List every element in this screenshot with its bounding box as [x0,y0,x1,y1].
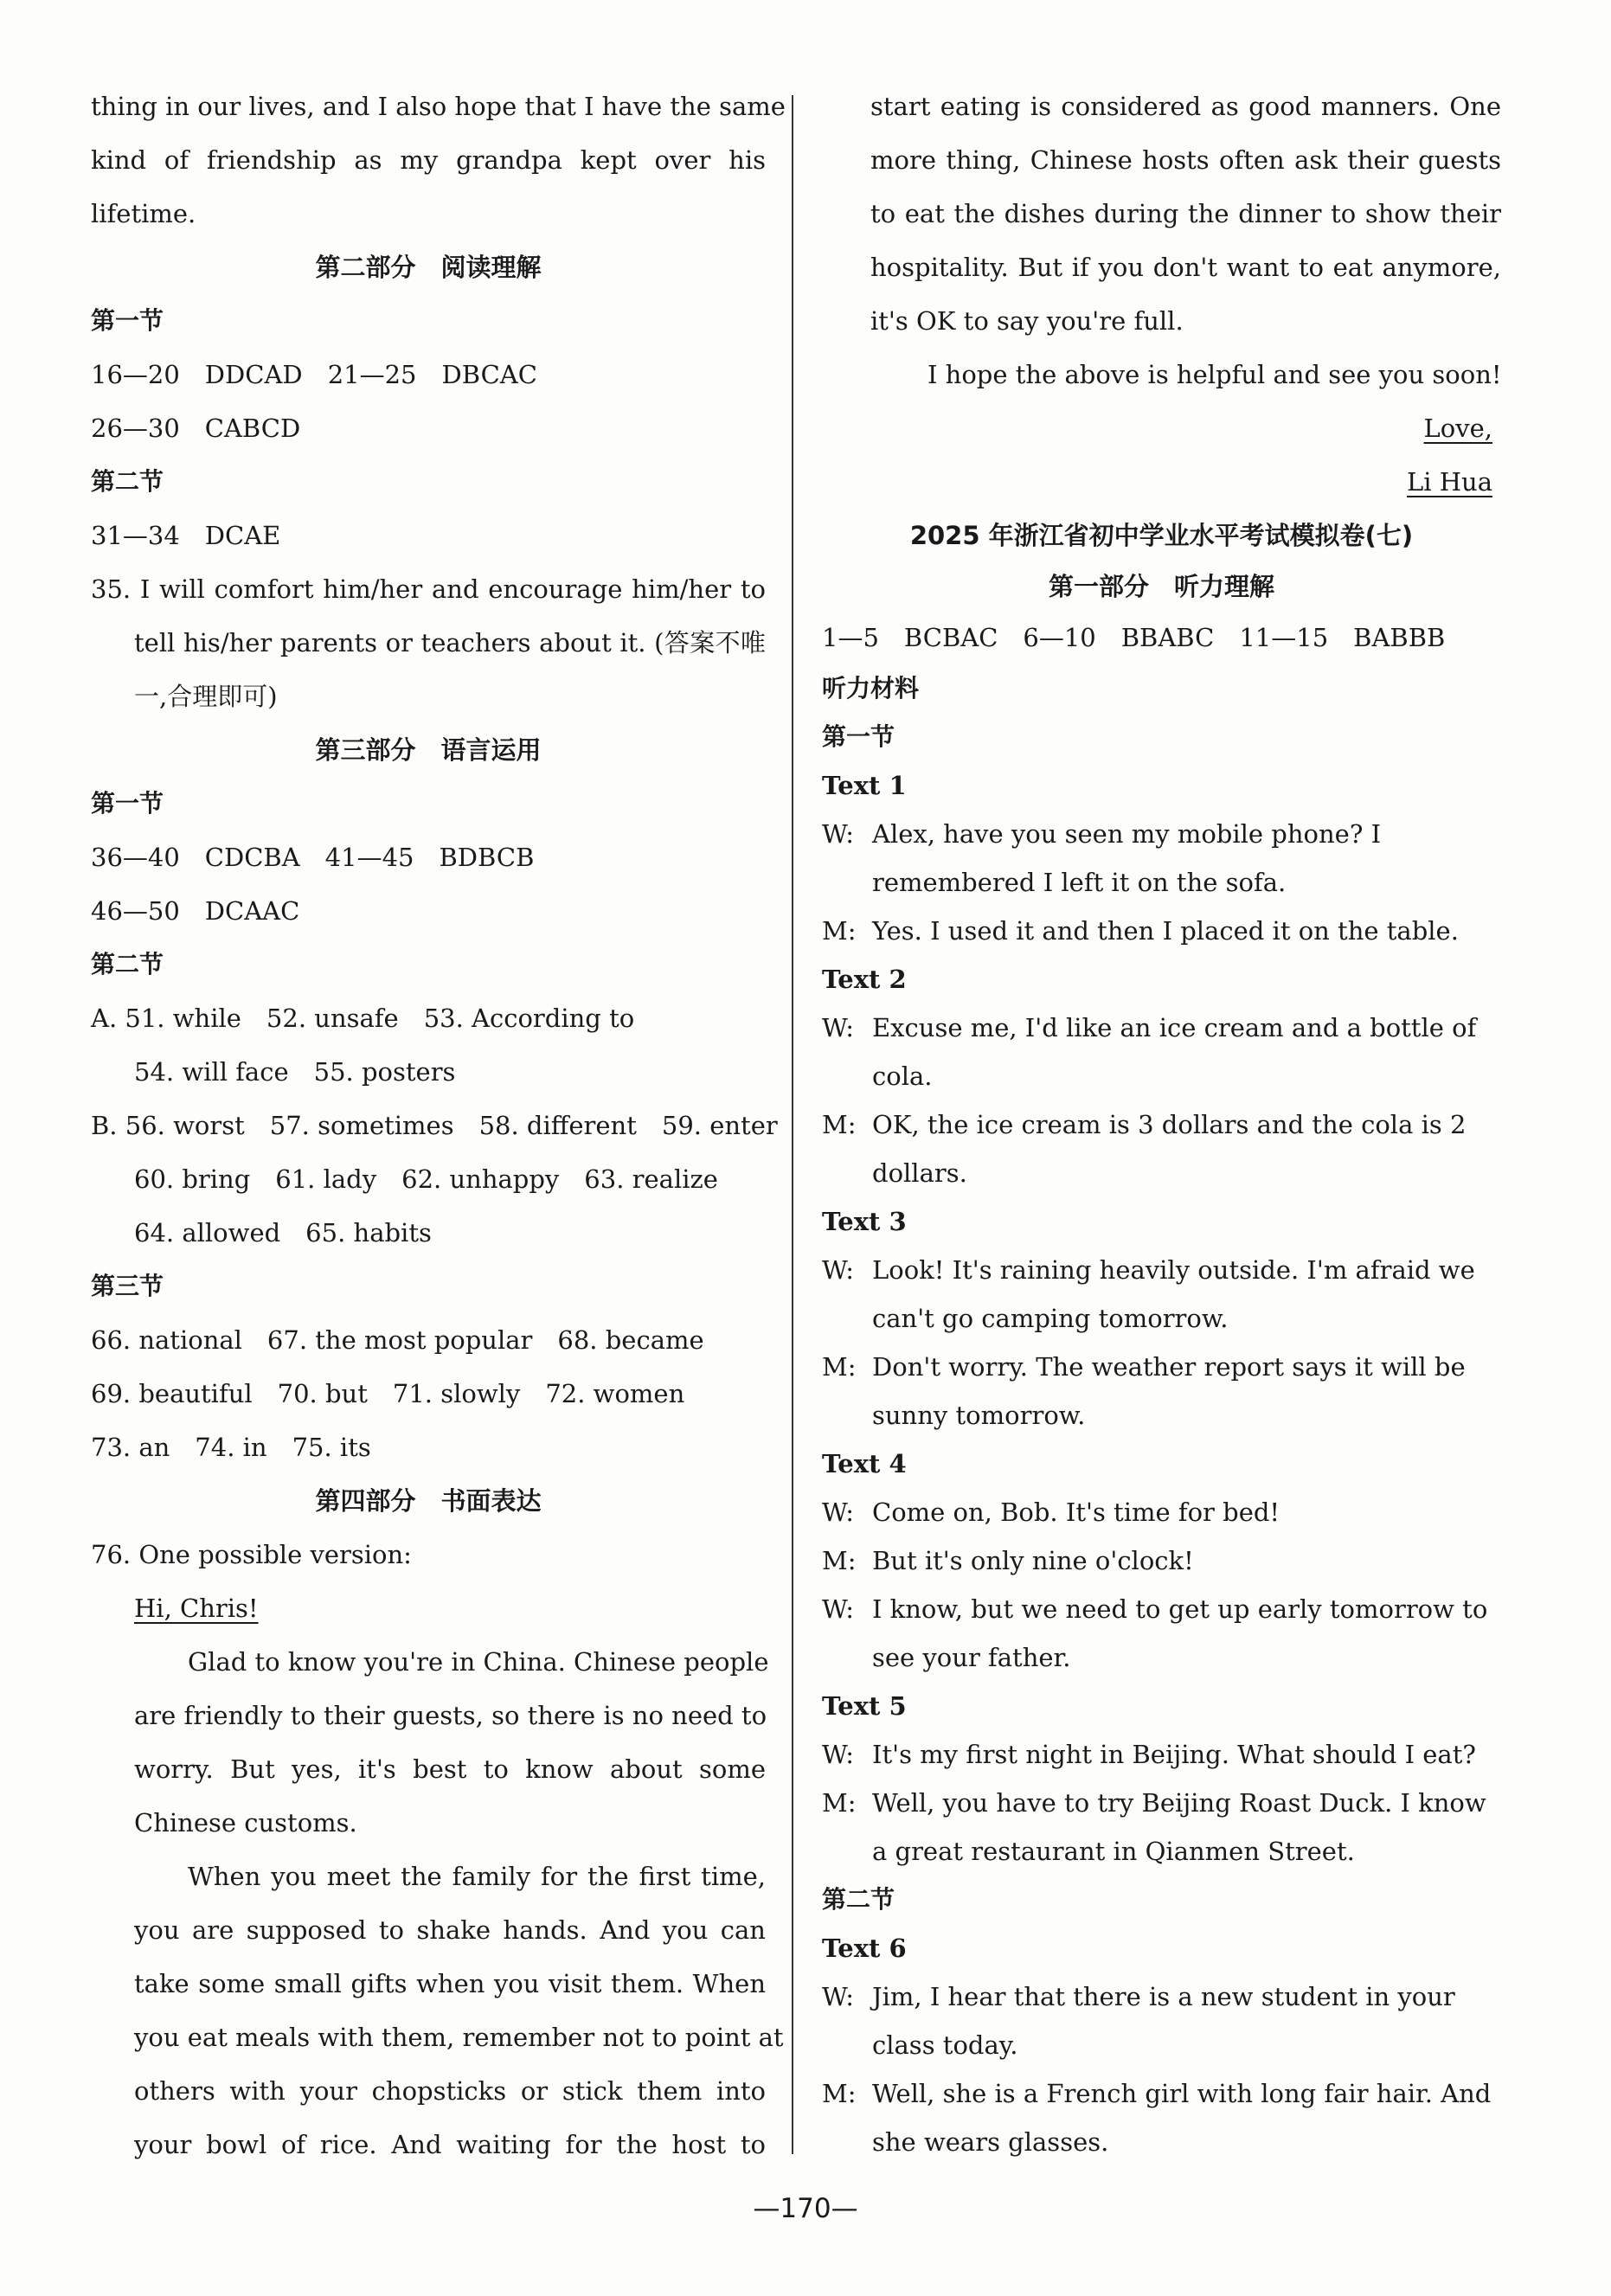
dialog-line [822,1972,1501,2069]
dialog-text4 [822,1488,1501,1682]
dialog-line [822,2069,1501,2166]
text-label: Text 6 [822,1934,907,1963]
essay-line: more thing, Chinese hosts often ask their guests [870,145,1501,175]
dialog-text: Well, she is a French girl with long fair hair. And [872,2079,1492,2108]
essay-line: Glad to know you're in China. Chinese people [188,1647,769,1677]
essay-line: hospitality. But if you don't want to eat anymore, [870,253,1501,282]
answer-line: 73. an 74. in 75. its [91,1433,371,1462]
sign-name: Li Hua [1406,467,1492,497]
answer-line: B. 56. worst 57. sometimes 58. different 59. enter [91,1111,778,1140]
section-heading: 第一节 [91,306,164,335]
dialog-line [822,1246,1501,1343]
dialog-line [822,1730,1501,1779]
section-heading: 第二节 [91,467,164,496]
q35-line: 35. I will comfort him/her and encourage him/her to [91,574,766,604]
answer-line: 1—5 BCBAC 6—10 BBABC 11—15 BABBB [822,623,1446,652]
dialog-text: It's my first night in Beijing. What should I eat? [872,1740,1476,1769]
dialog-text5 [822,1730,1501,1876]
dialog-line [822,1585,1501,1682]
part1-title: 第一部分 听力理解 [1048,572,1274,601]
essay-line: take some small gifts when you visit them. When [134,1969,766,1998]
dialog-continuation: dollars. [872,1158,967,1188]
dialog-text: Alex, have you seen my mobile phone? I [872,819,1382,849]
section-heading: 第二节 [91,950,164,978]
dialog-text: Well, you have to try Beijing Roast Duck. I know [872,1788,1486,1818]
exam-title: 2025 年浙江省初中学业水平考试模拟卷(七) [909,521,1414,550]
intro-line: thing in our lives, and I also hope that I have the same [91,92,786,121]
essay-line: Chinese customs. [134,1808,357,1837]
dialog-text: OK, the ice cream is 3 dollars and the cola is 2 [872,1110,1467,1139]
q76-heading: 76. One possible version: [91,1540,412,1569]
speaker-label: W: [822,1255,855,1285]
text-label: Text 5 [822,1691,907,1721]
dialog-text: Yes. I used it and then I placed it on the table. [872,916,1459,946]
essay-closing: I hope the above is helpful and see you soon! [927,360,1502,389]
dialog-continuation: see your father. [872,1643,1071,1672]
dialog-line [822,810,1501,907]
answer-line: 46—50 DCAAC [91,896,300,926]
dialog-continuation: class today. [872,2030,1018,2060]
dialog-continuation: remembered I left it on the sofa. [872,868,1287,897]
dialog-line [822,1536,1501,1585]
dialog-text3 [822,1246,1501,1440]
essay-line: to eat the dishes during the dinner to show their [870,199,1501,228]
essay-line: When you meet the family for the first time, [188,1862,766,1891]
speaker-label: W: [822,1982,855,2011]
speaker-label: M: [822,2079,857,2108]
letter-greeting: Hi, Chris! [134,1594,259,1623]
answer-line: 69. beautiful 70. but 71. slowly 72. women [91,1379,685,1408]
dialog-text: But it's only nine o'clock! [872,1546,1194,1575]
answer-line: 64. allowed 65. habits [134,1218,432,1247]
dialog-text: I know, but we need to get up early tomorrow to [872,1594,1488,1624]
dialog-continuation: can't go camping tomorrow. [872,1304,1229,1333]
dialog-line [822,1100,1501,1197]
essay-line: you are supposed to shake hands. And you can [134,1915,766,1945]
dialog-line [822,1343,1501,1440]
page-number: —170— [753,2193,858,2224]
speaker-label: W: [822,1594,855,1624]
left-column [91,80,786,2171]
answer-line: 66. national 67. the most popular 68. became [91,1325,704,1355]
text-label: Text 4 [822,1449,907,1478]
speaker-label: W: [822,819,855,849]
text-label: Text 3 [822,1207,907,1236]
essay-line: your bowl of rice. And waiting for the host to [134,2130,766,2159]
dialog-text: Don't worry. The weather report says it will be [872,1352,1466,1382]
speaker-label: W: [822,1740,855,1769]
section-heading: 第三节 [91,1272,164,1300]
essay-line: worry. But yes, it's best to know about some [134,1754,766,1784]
essay-line: others with your chopsticks or stick them into [134,2076,766,2106]
dialog-text2 [822,1004,1501,1197]
sign-love: Love, [1423,414,1492,443]
essay-line: are friendly to their guests, so there is no need to [134,1701,767,1730]
answer-line: 54. will face 55. posters [134,1057,456,1087]
q35-line: tell his/her parents or teachers about it. (答案不唯 [134,628,766,657]
dialog-continuation: cola. [872,1061,933,1091]
intro-line: lifetime. [91,199,196,228]
text-label: Text 1 [822,771,907,800]
column-divider [792,95,793,2154]
section-heading: 第一节 [91,789,164,818]
dialog-continuation: sunny tomorrow. [872,1401,1086,1430]
part3-title: 第三部分 语言运用 [315,735,542,765]
answer-line: 26—30 CABCD [91,414,301,443]
speaker-label: W: [822,1013,855,1042]
speaker-label: M: [822,1110,857,1139]
dialog-text: Come on, Bob. It's time for bed! [872,1498,1280,1527]
speaker-label: M: [822,916,857,946]
speaker-label: M: [822,1788,857,1818]
answer-line: 16—20 DDCAD 21—25 DBCAC [91,360,537,389]
q35-line: 一,合理即可) [134,682,278,711]
dialog-line [822,907,1501,955]
answer-line: 36—40 CDCBA 41—45 BDBCB [91,843,535,872]
dialog-text: Excuse me, I'd like an ice cream and a bottle of [872,1013,1477,1042]
speaker-label: M: [822,1352,857,1382]
speaker-label: W: [822,1498,855,1527]
right-column [822,80,1501,2166]
answer-line: A. 51. while 52. unsafe 53. According to [91,1004,635,1033]
dialog-continuation: she wears glasses. [872,2127,1109,2157]
dialog-text: Look! It's raining heavily outside. I'm afraid we [872,1255,1475,1285]
section-heading: 第一节 [822,722,895,751]
dialog-continuation: a great restaurant in Qianmen Street. [872,1837,1355,1866]
dialog-line [822,1488,1501,1536]
part2-title: 第二部分 阅读理解 [315,253,542,282]
dialog-line [822,1004,1501,1100]
dialog-text: Jim, I hear that there is a new student in your [872,1982,1455,2011]
text-label: Text 2 [822,965,907,994]
essay-line: start eating is considered as good manners. One [870,92,1501,121]
dialog-text1 [822,810,1501,955]
answer-line: 60. bring 61. lady 62. unhappy 63. realize [134,1164,718,1194]
speaker-label: M: [822,1546,857,1575]
part4-title: 第四部分 书面表达 [315,1486,542,1516]
material-heading: 听力材料 [822,674,920,702]
answer-line: 31—34 DCAE [91,521,281,550]
essay-line: it's OK to say you're full. [870,306,1184,336]
dialog-line [822,1779,1501,1876]
dialog-text6 [822,1972,1501,2166]
essay-line: you eat meals with them, remember not to point at [134,2023,784,2052]
section-heading: 第二节 [822,1885,895,1914]
intro-line: kind of friendship as my grandpa kept over his [91,145,766,175]
